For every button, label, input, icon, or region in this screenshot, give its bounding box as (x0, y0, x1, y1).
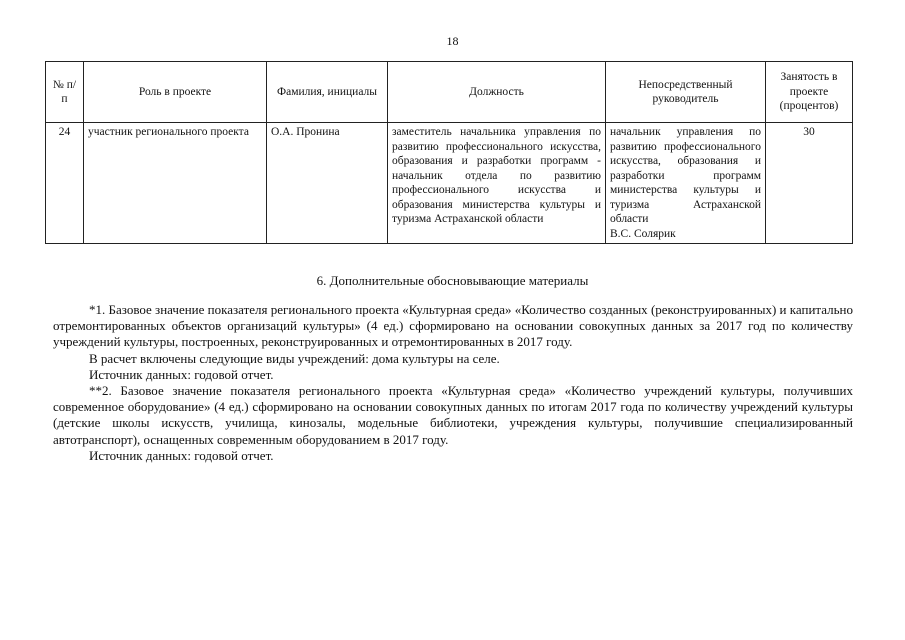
header-role: Роль в проекте (84, 62, 267, 123)
section-title: 6. Дополнительные обосновывающие материалы (316, 273, 589, 288)
header-manager: Непосредственный руководитель (606, 62, 766, 123)
table-header-row (46, 62, 853, 123)
cell-position: заместитель начальника управления по развитию профессионального искусства, образования и разработки программ - начальник отдела по развитию профессионального искусства и образования министерства культуры и туризма Астраханской области (388, 123, 606, 244)
cell-role: участник регионального проекта (84, 123, 267, 244)
cell-load: 30 (766, 123, 853, 244)
header-position: Должность (388, 62, 606, 123)
header-name: Фамилия, инициалы (267, 62, 388, 123)
header-load: Занятость в проекте (процентов) (766, 62, 853, 123)
cell-num: 24 (46, 123, 84, 244)
page-number: 18 (446, 34, 459, 48)
table-row (46, 123, 853, 244)
cell-name: О.А. Пронина (267, 123, 388, 244)
paragraph: Источник данных: годовой отчет. (89, 366, 274, 382)
project-participants-table (45, 61, 853, 244)
paragraph: Источник данных: годовой отчет. (89, 447, 274, 463)
section-body (53, 302, 853, 464)
manager-signature: В.С. Солярик (610, 227, 676, 240)
paragraph: **2. Базовое значение показателя регионального проекта «Культурная среда» «Количество учреждений культуры, получивших современное оборудование» (4 ед.) сформировано на основании совокупных данных по итогам 2017 года по количеству учреждений культуры (детские школы искусств, училища, кинозалы, модельные библиотеки, учреждения культуры, получившие специализированный автотранспорт), оснащенных современным оборудованием в 2017 году. (53, 383, 853, 447)
header-num: № п/п (46, 62, 84, 123)
paragraph: В расчет включены следующие виды учреждений: дома культуры на селе. (89, 350, 500, 366)
paragraph: *1. Базовое значение показателя регионального проекта «Культурная среда» «Количество созданных (реконструированных) и капитально отремонтированных объектов организаций культуры» (4 ед.) сформировано на основании совокупных данных за 2017 год по количеству учреждений культуры, построенных, реконструированных и отремонтированных в 2017 году. (53, 302, 853, 350)
manager-text: начальник управления по развитию профессионального искусства, образования и разработки программ министерства культуры и туризма Астраханской области (610, 126, 761, 225)
cell-manager (606, 123, 766, 244)
